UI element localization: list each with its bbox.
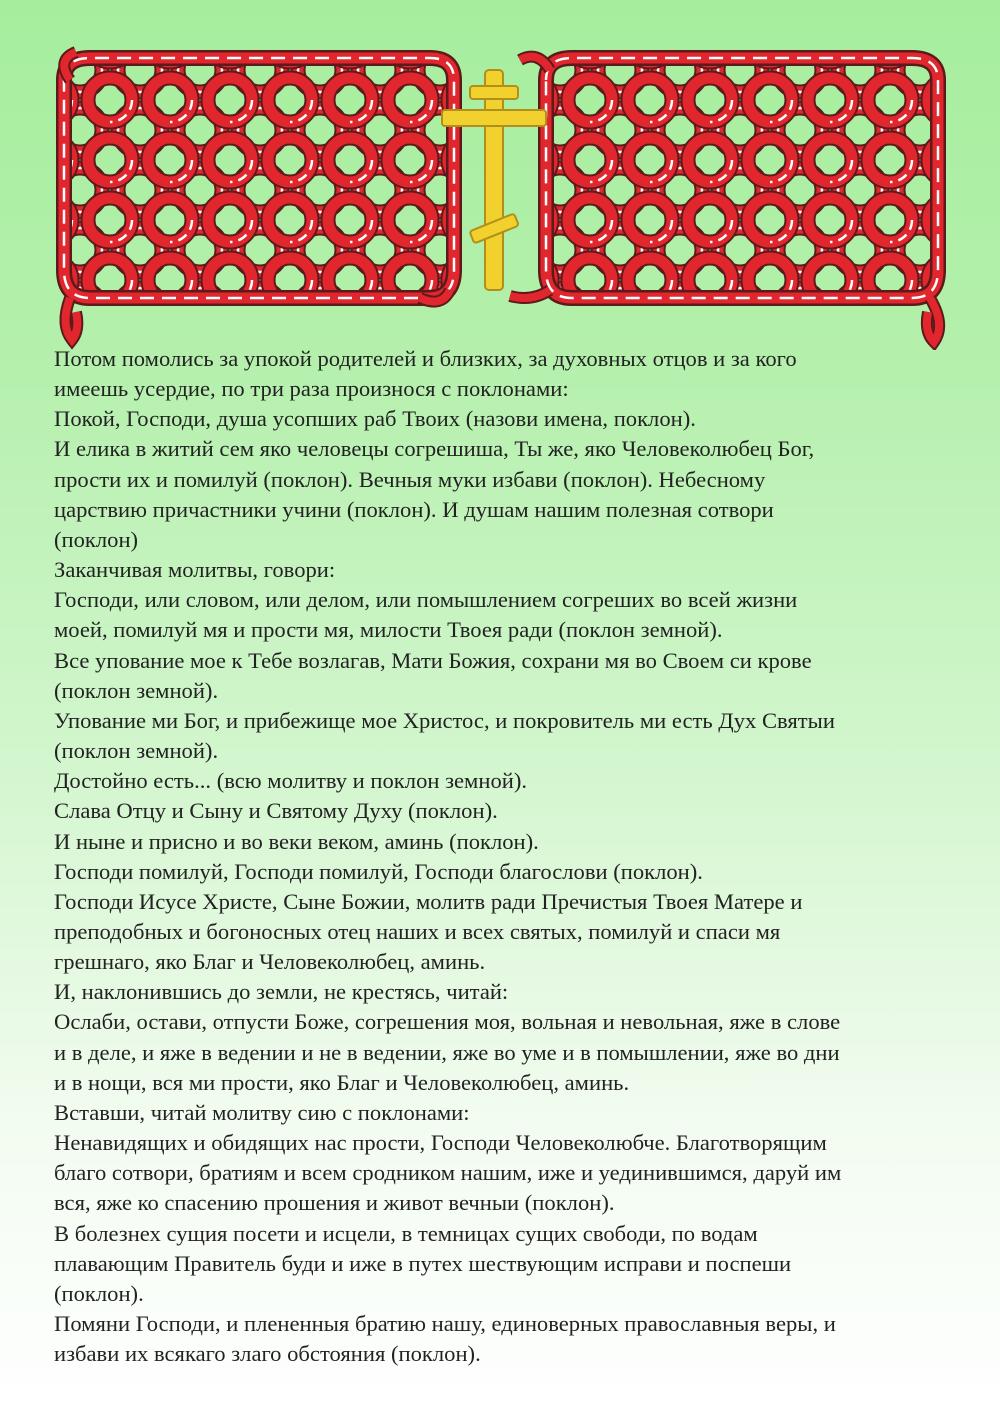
text-line: (поклон земной).: [54, 677, 219, 703]
text-line: Ненавидящих и обидящих нас прости, Господи Человеколюбче. Благотворящим: [54, 1130, 827, 1156]
text-line: вся, яже ко спасению прошения и живот вечныи (поклон).: [54, 1190, 615, 1216]
prayer-text: [54, 344, 954, 1369]
text-line: Вставши, читай молитву сию с поклонами:: [54, 1099, 470, 1125]
celtic-knot-icon: [60, 52, 460, 340]
text-line: Упование ми Бог, и прибежище мое Христос, и покровитель ми есть Дух Святыи: [54, 707, 835, 733]
text-line: и в нощи, вся ми прости, яко Благ и Человеколюбец, аминь.: [54, 1069, 630, 1095]
text-line: В болезнех сущия посети и исцели, в темницах сущих свободи, по водам: [54, 1220, 758, 1246]
text-line: благо сотвори, братиям и всем сродником нашим, иже и уединившимся, даруй им: [54, 1160, 842, 1186]
header-ornament: [50, 40, 950, 350]
text-line: Потом помолись за упокой родителей и близких, за духовных отцов и за кого: [54, 346, 797, 371]
text-line: прости их и помилуй (поклон). Вечныя муки избави (поклон). Небесному: [54, 466, 766, 492]
text-line: Ослаби, остави, отпусти Боже, согрешения моя, вольная и невольная, яже в слове: [54, 1009, 841, 1035]
celtic-knot-icon: [510, 54, 942, 342]
text-line: Достойно есть... (всю молитву и поклон земной).: [54, 768, 528, 794]
text-line: (поклон): [54, 526, 139, 552]
text-line: Господи помилуй, Господи помилуй, Господи благослови (поклон).: [54, 858, 703, 884]
text-line: И елика в житий сем яко человецы согрешиша, Ты же, яко Человеколюбец Бог,: [54, 436, 815, 462]
text-line: и в деле, и яже в ведении и не в ведении, яже во уме и в помышлении, яже во дни: [54, 1039, 840, 1065]
text-line: грешнаго, яко Благ и Человеколюбец, аминь.: [54, 949, 486, 975]
text-line: Господи Исусе Христе, Сыне Божии, молитв ради Пречистыя Твоея Матере и: [54, 888, 803, 914]
text-line: имеешь усердие, по три раза произнося с поклонами:: [54, 376, 569, 402]
text-line: Слава Отцу и Сыну и Святому Духу (поклон).: [54, 798, 498, 824]
text-line: Господи, или словом, или делом, или помышлением согреших во всей жизни: [54, 587, 798, 613]
text-line: моей, помилуй мя и прости мя, милости Твоея ради (поклон земной).: [54, 617, 723, 643]
text-line: (поклон земной).: [54, 738, 219, 764]
text-line: преподобных и богоносных отец наших и всех святых, помилуй и спаси мя: [54, 918, 781, 944]
text-line: И ныне и присно и во веки веком, аминь (поклон).: [54, 828, 539, 854]
text-line: Все упование мое к Тебе возлагав, Мати Божия, сохрани мя во Своем си крове: [54, 647, 812, 673]
text-line: (поклон).: [54, 1280, 144, 1306]
text-line: избави их всякаго злаго обстояния (поклон).: [54, 1341, 481, 1367]
text-line: И, наклонившись до земли, не крестясь, читай:: [54, 979, 509, 1005]
text-line: Помяни Господи, и плененныя братию нашу, единоверных православныя веры, и: [54, 1311, 836, 1336]
text-line: плавающим Правитель буди и иже в путех шествующим исправи и поспеши: [54, 1250, 792, 1276]
text-line: Покой, Господи, душа усопших раб Твоих (назови имена, поклон).: [54, 406, 696, 432]
text-line: Заканчивая молитвы, говори:: [54, 557, 336, 583]
text-line: царствию причастники учини (поклон). И душам нашим полезная сотвори: [54, 496, 774, 522]
